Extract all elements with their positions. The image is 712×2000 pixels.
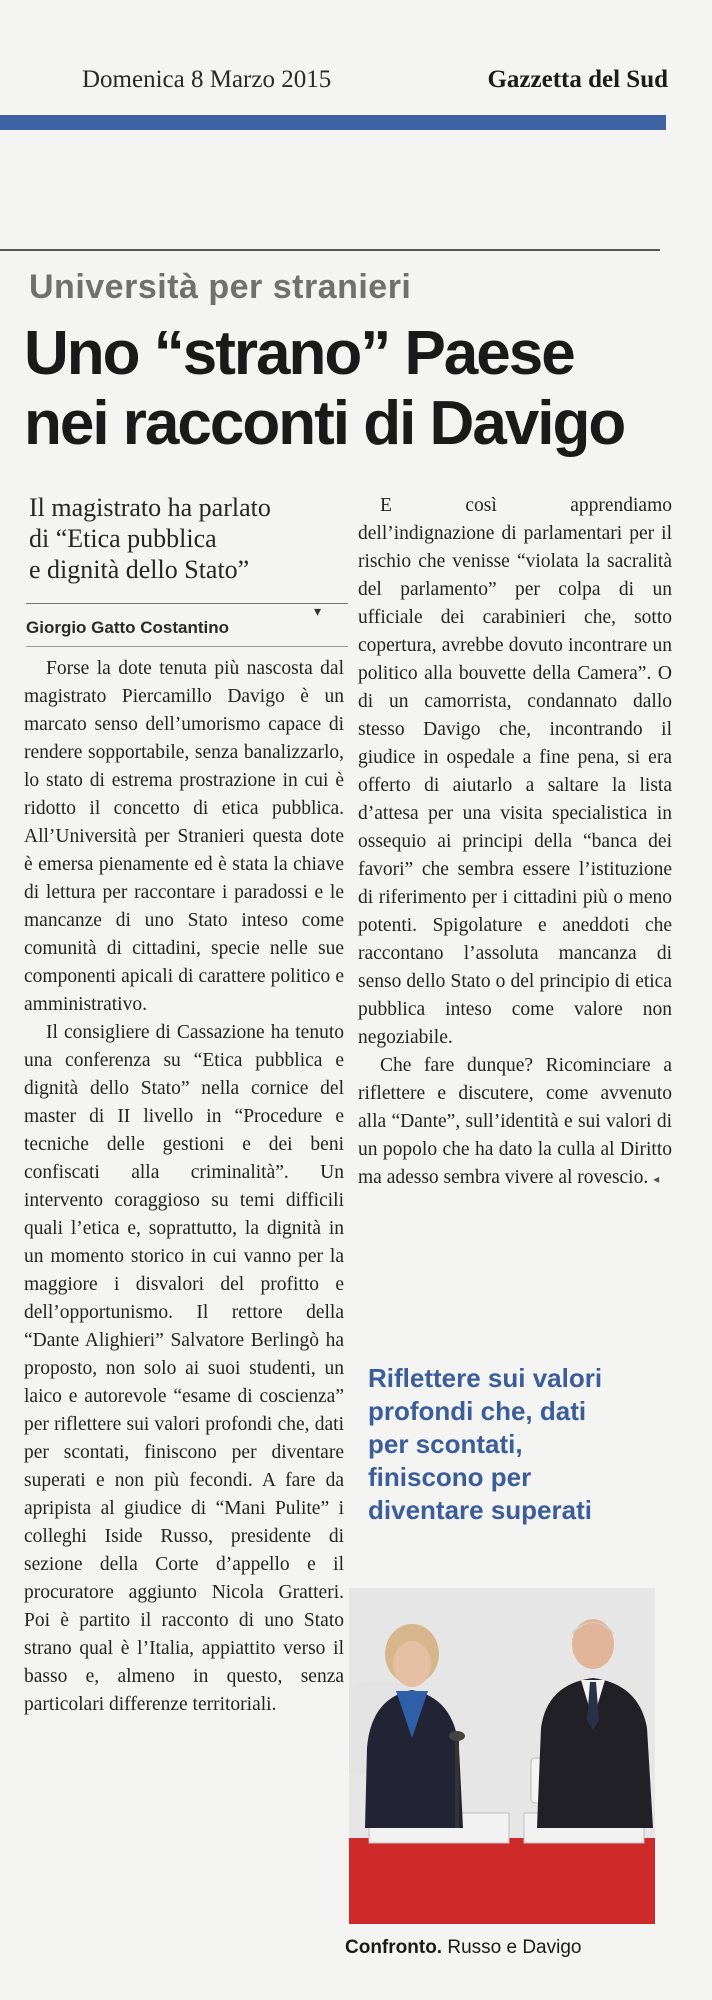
headline-line: Uno “strano” Paese (24, 319, 574, 388)
article-headline (24, 319, 664, 459)
paragraph-text: Che fare dunque? Ricominciare a riflettere e discutere, come avvenuto alla “Dante”, sull’identità e sui valori di un popolo che ha dato la culla al Diritto ma adesso sembra vivere al rovescio. (358, 1055, 672, 1188)
photo-illustration (349, 1588, 655, 1924)
pull-quote-line: per scontati, (368, 1429, 523, 1459)
subhead-line: Il magistrato ha parlato (29, 493, 271, 522)
article-paragraph: Il consigliere di Cassazione ha tenuto una conferenza su “Etica pubblica e dignità dello Stato” nella cornice del master di II livello in “Procedure e tecniche delle gestioni e dei beni confiscati alla criminalità”. Un intervento coraggioso su temi difficili quali l’etica e, soprattutto, la dignità in un momento storico in cui vanno per la maggiore i disvalori del profitto e dell’opportunismo. Il rettore della “Dante Alighieri” Salvatore Berlingò ha proposto, non solo ai suoi studenti, un laico e autorevole “esame di coscienza” per riflettere sui valori profondi che, dati per scontati, finiscono per diventare superati e non più fecondi. A fare da apripista al giudice di “Mani Pulite” i colleghi Iside Russo, presidente di sezione della Corte d’appello e il procuratore aggiunto Nicola Gratteri. Poi è partito il racconto di uno Stato strano qual è l’Italia, appiattito verso il basso e, almeno in questo, senza particolari differenze territoriali. (24, 1022, 344, 1715)
pull-quote-line: Riflettere sui valori (368, 1363, 603, 1393)
article-photo (349, 1588, 655, 1924)
newspaper-name: Gazzetta del Sud (487, 66, 668, 93)
pull-quote-line: profondi che, dati (368, 1396, 587, 1426)
byline-rule-bottom (26, 646, 348, 647)
byline-mark: ▾ (314, 605, 322, 620)
article-subhead (29, 492, 339, 585)
subhead-line: e dignità dello Stato” (29, 555, 250, 584)
header-color-bar (0, 115, 666, 130)
end-of-article-mark: ◂ (653, 1172, 660, 1186)
article-paragraph: E così apprendiamo dell’indignazione di parlamentari per il rischio che venisse “violata la sacralità del parlamento” per colpa di un ufficiale dei carabinieri che, sotto copertura, avrebbe dovuto incontrare un politico alla bouvette della Camera”. O di un camorrista, condannato dallo stesso Davigo che, incontrando il giudice in ospedale a fine pena, si era offerto di aiutarlo a saltare la lista d’attesa per una visita specialistica in ossequio ai principi della “banca dei favori” che sembra essere l’istituzione di riferimento per i cittadini più o meno potenti. Spigolature e aneddoti che raccontano l’assoluta mancanza di senso dello Stato o del principio di etica pubblica inteso come valore non negoziabile. (358, 495, 672, 1048)
article-byline: Giorgio Gatto Costantino (26, 618, 230, 637)
microphone-stand (455, 1738, 459, 1828)
article-paragraph: Forse la dote tenuta più nascosta dal magistrato Piercamillo Davigo è un marcato senso dell’umorismo capace di rendere sopportabile, senza banalizzarlo, lo stato di estrema prostrazione in cui è ridotto il concetto di etica pubblica. All’Università per Stranieri questa dote è emersa pienamente ed è stata la chiave di lettura per raccontare i paradossi e le mancanze di uno Stato inteso come comunità di cittadini, specie nelle sue componenti apicali di carattere politico e amministrativo. (24, 658, 344, 1015)
page-header (82, 62, 668, 102)
article-column-right (358, 492, 672, 1193)
pull-quote-line: diventare superati (368, 1495, 592, 1525)
microphone (449, 1731, 465, 1741)
photo-caption (345, 1937, 581, 1959)
pull-quote (368, 1362, 666, 1527)
man-face (572, 1619, 614, 1669)
red-table-cloth (349, 1838, 655, 1924)
subhead-line: di “Etica pubblica (29, 524, 217, 553)
section-divider (0, 249, 660, 251)
issue-date: Domenica 8 Marzo 2015 (82, 66, 332, 93)
article-kicker: Università per stranieri (29, 268, 412, 306)
pull-quote-line: finiscono per (368, 1462, 532, 1492)
caption-label: Confronto. (345, 1937, 443, 1958)
headline-line: nei racconti di Davigo (24, 389, 625, 458)
woman-face (393, 1641, 431, 1687)
article-column-left (24, 655, 344, 1719)
byline-rule-top (26, 603, 348, 604)
caption-text: Russo e Davigo (447, 1937, 582, 1958)
article-paragraph (358, 1052, 672, 1193)
